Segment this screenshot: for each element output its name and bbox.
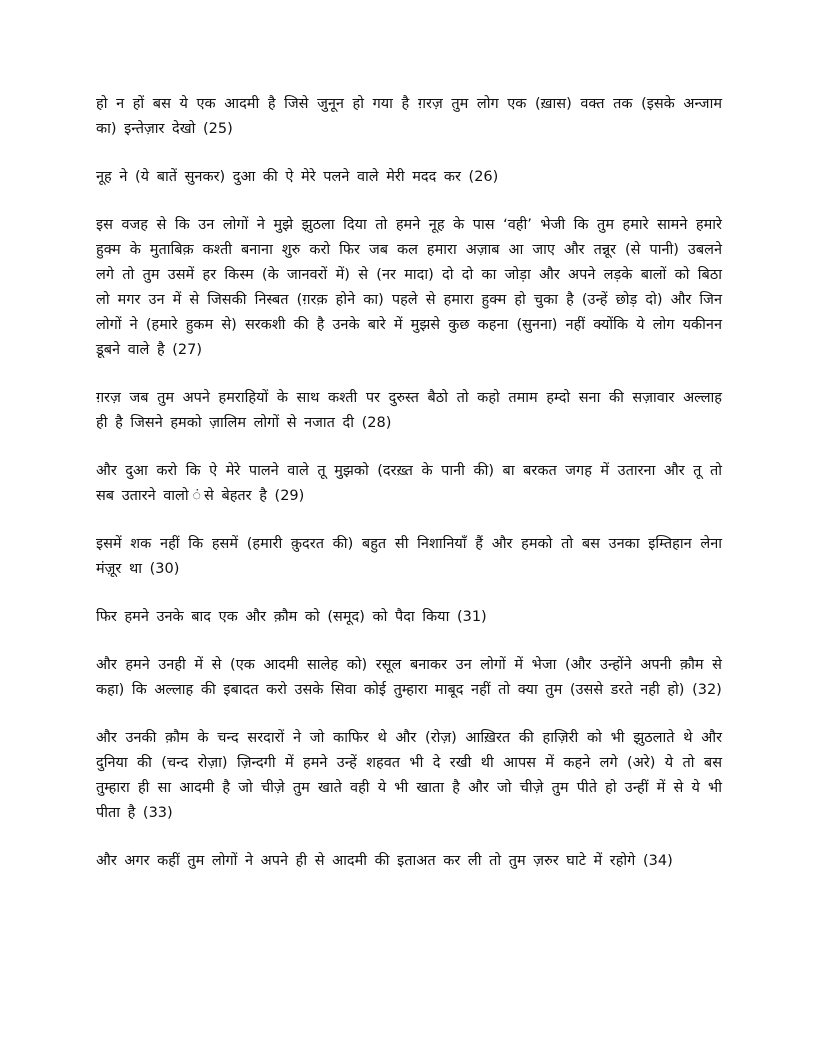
verse-28: ग़रज़ जब तुम अपने हमराहियों के साथ कश्ती पर दुरुस्त बैठो तो कहो तमाम हम्दो सना की सज़ावार अल्लाह ही है जिसने हमको ज़ालिम लोगों से नजात दी (28) (96, 390, 722, 431)
verse-33: और उनकी क़ौम के चन्द सरदारों ने जो काफिर थे और (रोज़) आख़िरत की हाज़िरी को भी झुठलाते थे और दुनिया की (चन्द रोज़ा) ज़िन्दगी में हमने उन्हें शहवत भी दे रखी थी आपस में कहने लगे (अरे) ये तो बस तुम्हारा ही सा आदमी है जो चीज़े तुम खाते वही ये भी खाता है और जो चीज़े तुम पीते हो उन्हीं में से ये भी पीता है (33) (96, 730, 722, 821)
verse-34: और अगर कहीं तुम लोगों ने अपने ही से आदमी की इताअत कर ली तो तुम ज़रुर घाटे में रहोगे (34) (96, 853, 673, 869)
verse-25: हो न हों बस ये एक आदमी है जिसे जुनून हो गया है ग़रज़ तुम लोग एक (ख़ास) वक्त तक (इसके अन्जाम का) इन्तेज़ार देखो (25) (96, 96, 722, 137)
verse-29: और दुआ करो कि ऐ मेरे पालने वाले तू मुझको (दरख़्त के पानी की) बा बरकत जगह में उतारना और तू तो सब उतारने वालो ंसे बेहतर है (29) (96, 463, 722, 504)
verse-31: फिर हमने उनके बाद एक और क़ौम को (समूद) को पैदा किया (31) (96, 609, 487, 625)
verse-32: और हमने उनही में से (एक आदमी सालेह को) रसूल बनाकर उन लोगों में भेजा (और उन्होंने अपनी क़ौम से कहा) कि अल्लाह की इबादत करो उसके सिवा कोई तुम्हारा माबूद नहीं तो क्या तुम (उससे डरते नही हो) (32) (96, 657, 722, 698)
document-page (96, 92, 722, 897)
verse-26: नूह ने (ये बातें सुनकर) दुआ की ऐ मेरे पलने वाले मेरी मदद कर (26) (96, 169, 499, 185)
verse-30: इसमें शक नहीं कि हसमें (हमारी क़ुदरत की) बहुत सी निशानियाँ हैं और हमको तो बस उनका इम्तिहान लेना मंज़ूर था (30) (96, 536, 722, 577)
verse-27: इस वजह से कि उन लोगों ने मुझे झुठला दिया तो हमने नूह के पास ‘वही’ भेजी कि तुम हमारे सामने हमारे हुक्म के मुताबिक़ कश्ती बनाना शुरु करो फिर जब कल हमारा अज़ाब आ जाए और तन्नूर (से पानी) उबलने लगे तो तुम उसमें हर किस्म (के जानवरों में) से (नर मादा) दो दो का जोड़ा और अपने लड़के बालों को बिठा लो मगर उन में से जिसकी निस्बत (ग़रक़ होने का) पहले से हमारा हुक्म हो चुका है (उन्हें छोड़ दो) और जिन लोगों ने (हमारे हुकम से) सरकशी की है उनके बारे में मुझसे कुछ कहना (सुनना) नहीं क्योंकि ये लोग यकीनन डूबने वाले है (27) (96, 217, 722, 358)
